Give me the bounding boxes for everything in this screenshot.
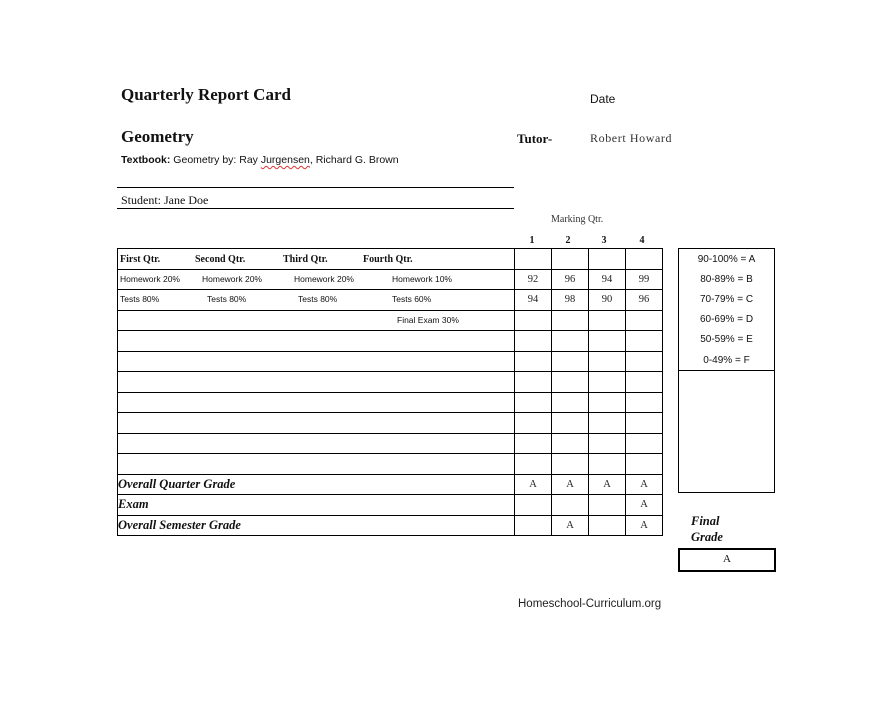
homework-weight-q4: Homework 10%: [392, 273, 452, 284]
table-row: [118, 290, 663, 311]
homework-score-q1: 92: [515, 269, 552, 290]
table-row: [118, 495, 663, 516]
final-grade-box: A: [678, 548, 776, 572]
overall-quarter-grade-q4: A: [626, 474, 663, 495]
tests-weight-q1: Tests 80%: [120, 294, 160, 304]
table-row: [118, 249, 663, 270]
final-exam-weight: Final Exam 30%: [397, 314, 459, 325]
table-row: [118, 331, 663, 352]
quarter-number-4: 4: [639, 235, 645, 246]
scale-b: 80-89% = B: [679, 269, 775, 289]
table-row: [118, 269, 663, 290]
table-row: [118, 433, 663, 454]
scale-f: 0-49% = F: [679, 350, 775, 370]
report-title: Quarterly Report Card: [121, 85, 291, 104]
third-qtr-header: Third Qtr.: [283, 254, 328, 265]
footer-site: Homeschool-Curriculum.org: [518, 598, 662, 610]
table-row: [118, 454, 663, 475]
overall-quarter-grade-q2: A: [552, 474, 589, 495]
grades-table: [117, 248, 663, 536]
tutor-name: Robert Howard: [590, 131, 673, 145]
table-row: [118, 413, 663, 434]
semester-grade-q2: A: [552, 515, 589, 536]
semester-grade-q4: A: [626, 515, 663, 536]
textbook-title: Geometry by: Ray: [170, 154, 261, 166]
tests-score-q3: 90: [589, 290, 626, 311]
overall-quarter-grade-q1: A: [515, 474, 552, 495]
exam-grade-q2: [552, 495, 589, 516]
overall-quarter-label: Overall Quarter Grade: [118, 474, 515, 495]
table-row: [118, 474, 663, 495]
marking-qtr-label: Marking Qtr.: [551, 214, 604, 225]
tests-score-q2: 98: [552, 290, 589, 311]
exam-grade-q1: [515, 495, 552, 516]
table-row: [118, 372, 663, 393]
divider-top: [117, 187, 514, 188]
table-row: [118, 310, 663, 331]
tests-weight-q4: Tests 60%: [392, 294, 432, 304]
scale-notes-box: [678, 370, 775, 493]
textbook-label: Textbook:: [121, 154, 171, 166]
quarter-number-2: 2: [565, 235, 571, 246]
semester-grade-q1: [515, 515, 552, 536]
table-row: [118, 515, 663, 536]
scale-a: 90-100% = A: [679, 249, 775, 270]
second-qtr-header: Second Qtr.: [195, 254, 246, 265]
table-row: [118, 351, 663, 372]
final-grade-label: Final Grade: [691, 514, 723, 544]
tests-score-q4: 96: [626, 290, 663, 311]
semester-grade-q3: [589, 515, 626, 536]
student-label: Student:: [121, 193, 162, 207]
overall-quarter-grade-q3: A: [589, 474, 626, 495]
homework-weights-cell: [118, 269, 515, 290]
homework-score-q3: 94: [589, 269, 626, 290]
textbook-line: [121, 154, 399, 166]
quarter-number-1: 1: [529, 235, 535, 246]
homework-score-q2: 96: [552, 269, 589, 290]
exam-grade-q3: [589, 495, 626, 516]
exam-label: Exam: [118, 495, 515, 516]
tests-weight-q3: Tests 80%: [298, 294, 338, 304]
student-line: [121, 193, 208, 208]
homework-weight-q3: Homework 20%: [294, 273, 354, 284]
quarter-headers-cell: [118, 249, 515, 270]
scale-c: 70-79% = C: [679, 289, 775, 309]
fourth-qtr-header: Fourth Qtr.: [363, 254, 413, 265]
tests-weight-q2: Tests 80%: [207, 294, 247, 304]
subject-title: Geometry: [121, 127, 194, 146]
table-row: [118, 392, 663, 413]
scale-e: 50-59% = E: [679, 330, 775, 350]
tests-weights-cell: [118, 290, 515, 311]
divider-student: [117, 208, 514, 209]
tests-score-q1: 94: [515, 290, 552, 311]
first-qtr-header: First Qtr.: [120, 254, 161, 265]
textbook-author-flagged: Jurgensen: [260, 154, 310, 166]
semester-label: Overall Semester Grade: [118, 515, 515, 536]
quarter-number-3: 3: [601, 235, 607, 246]
homework-score-q4: 99: [626, 269, 663, 290]
grading-scale: [678, 248, 775, 370]
scale-d: 60-69% = D: [679, 310, 775, 330]
homework-weight-q2: Homework 20%: [202, 273, 262, 284]
homework-weight-q1: Homework 20%: [120, 273, 180, 284]
exam-grade-q4: A: [626, 495, 663, 516]
student-name: Jane Doe: [164, 193, 209, 207]
textbook-authors-rest: , Richard G. Brown: [309, 154, 399, 166]
date-label: Date: [590, 92, 616, 106]
tutor-label: Tutor-: [517, 131, 553, 146]
